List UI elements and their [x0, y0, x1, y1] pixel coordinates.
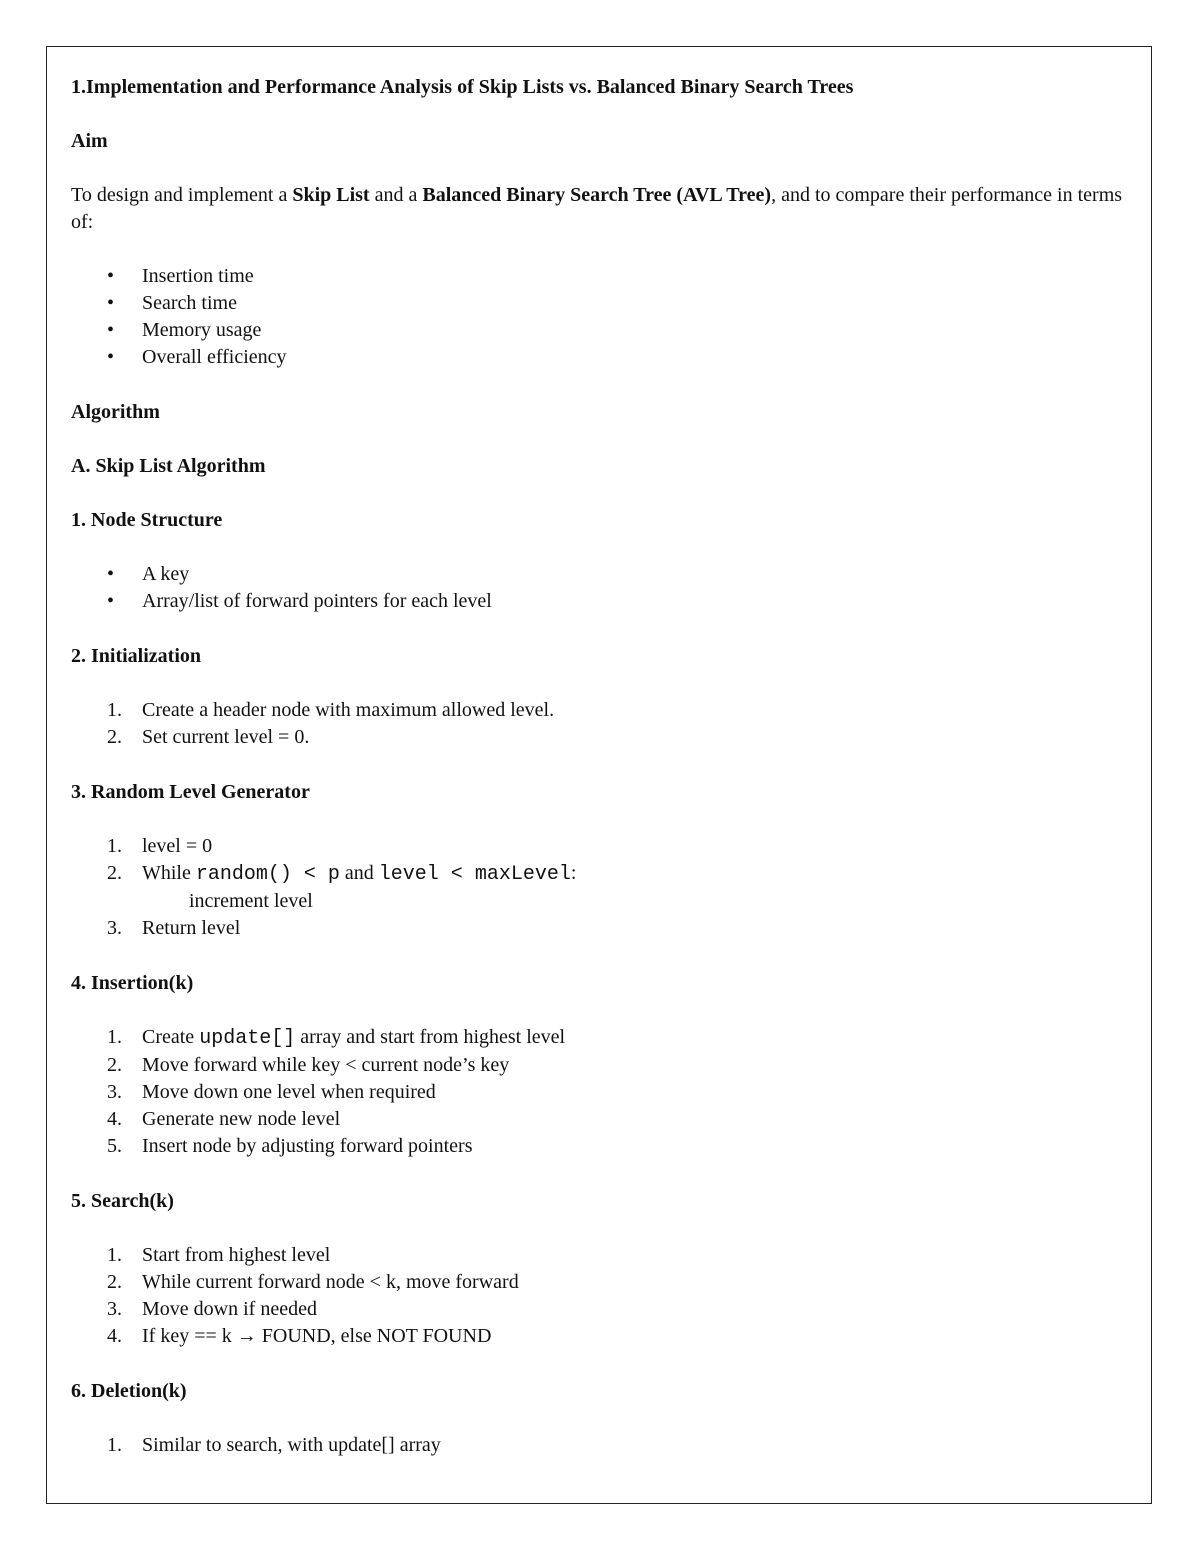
skip-list-algorithm-heading: A. Skip List Algorithm — [71, 455, 266, 477]
list-item: 2. Move forward while key < current node’s key — [107, 1054, 510, 1076]
aim-bold-avl: Balanced Binary Search Tree (AVL Tree) — [422, 184, 772, 206]
list-item: 3. Move down one level when required — [107, 1081, 436, 1103]
aim-bold-skip-list: Skip List — [292, 184, 370, 206]
list-item: 2. While random() < p and level < maxLevel: increment level — [71, 860, 1127, 915]
list-item: 2. Set current level = 0. — [107, 726, 310, 748]
algorithm-heading: Algorithm — [71, 401, 160, 423]
aim-text-1: To design and implement a — [71, 184, 293, 206]
list-item: 1. Start from highest level — [107, 1244, 331, 1266]
node-structure-heading: 1. Node Structure — [71, 509, 223, 531]
aim-paragraph — [71, 182, 1127, 236]
list-item: 4. If key == k → FOUND, else NOT FOUND — [107, 1325, 492, 1347]
search-list — [71, 1242, 1127, 1350]
list-item: 1. level = 0 — [107, 835, 213, 857]
random-level-list — [71, 833, 1127, 942]
list-item: • Memory usage — [71, 317, 1127, 344]
node-structure-list — [71, 561, 1127, 615]
code-level-check: level < maxLevel — [378, 863, 571, 886]
deletion-heading: 6. Deletion(k) — [71, 1380, 187, 1402]
list-item: 2. While current forward node < k, move forward — [107, 1271, 519, 1293]
random-level-heading: 3. Random Level Generator — [71, 781, 310, 803]
list-item: 4. Generate new node level — [107, 1108, 341, 1130]
document-title: 1.Implementation and Performance Analysis of Skip Lists vs. Balanced Binary Search Trees — [71, 76, 854, 98]
document-content — [71, 69, 1127, 1459]
insertion-list — [71, 1024, 1127, 1160]
list-item: 5. Insert node by adjusting forward pointers — [107, 1135, 473, 1157]
aim-heading: Aim — [71, 130, 108, 152]
code-update: update[] — [199, 1027, 296, 1050]
aim-text-3: , and to compare their performance in terms of: — [71, 184, 1123, 233]
search-heading: 5. Search(k) — [71, 1190, 174, 1212]
list-item: • Array/list of forward pointers for each level — [71, 588, 1127, 615]
sub-step: increment level — [189, 890, 313, 912]
aim-list — [71, 263, 1127, 371]
list-item: 1. Similar to search, with update[] array — [107, 1434, 441, 1456]
document-frame — [46, 46, 1152, 1504]
list-item: • Insertion time — [71, 263, 1127, 290]
deletion-list — [71, 1432, 1127, 1459]
list-item: 1. Create update[] array and start from highest level — [107, 1026, 566, 1050]
list-item: • A key — [71, 561, 1127, 588]
initialization-heading: 2. Initialization — [71, 645, 202, 667]
initialization-list — [71, 697, 1127, 751]
list-item: • Overall efficiency — [71, 344, 1127, 371]
code-random: random() < p — [195, 863, 340, 886]
list-item: 1. Create a header node with maximum allowed level. — [107, 699, 555, 721]
list-item: 3. Return level — [107, 917, 241, 939]
list-item: 3. Move down if needed — [107, 1298, 317, 1320]
aim-text-2: and a — [369, 184, 423, 206]
list-item: • Search time — [71, 290, 1127, 317]
insertion-heading: 4. Insertion(k) — [71, 972, 194, 994]
